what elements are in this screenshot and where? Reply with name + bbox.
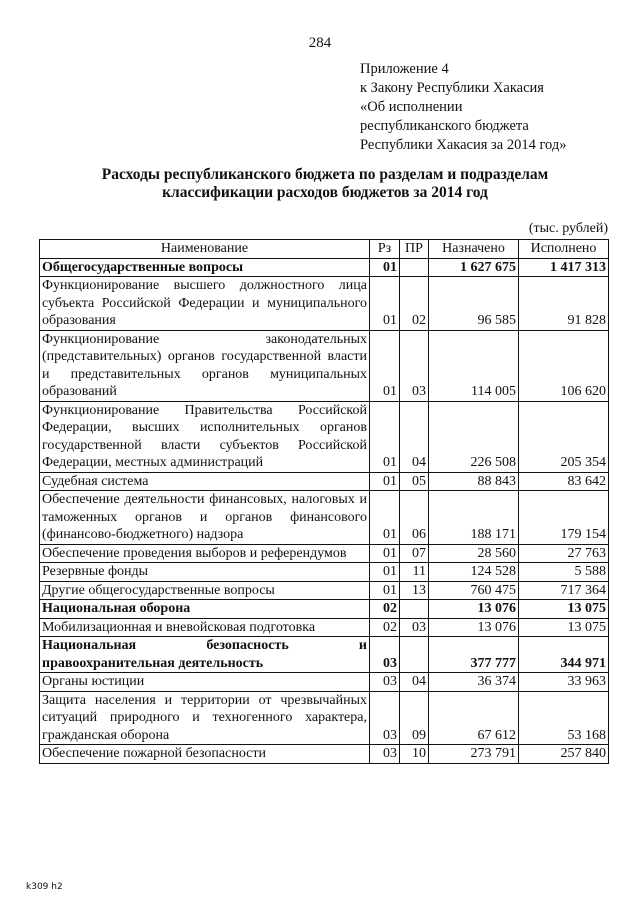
table-row (40, 472, 609, 491)
cell-name: Защита населения и территории от чрезвычайных ситуаций природного и техногенного характера, гражданская оборона (40, 691, 370, 745)
table-row (40, 563, 609, 582)
cell-assigned: 13 076 (429, 600, 519, 619)
appendix-note (360, 60, 566, 155)
cell-rz: 01 (370, 491, 400, 545)
appendix-line: Республики Хакасия за 2014 год» (360, 137, 567, 153)
cell-executed: 13 075 (519, 600, 609, 619)
cell-name: Функционирование законодательных (представительных) органов государственной власти и представительных органов муниципальных образований (40, 330, 370, 401)
cell-rz: 03 (370, 745, 400, 764)
title-line: Расходы республиканского бюджета по разделам и подразделам (101, 166, 549, 183)
header-name: Наименование (40, 240, 370, 259)
cell-name: Другие общегосударственные вопросы (40, 581, 370, 600)
document-title (40, 166, 610, 202)
cell-name: Общегосударственные вопросы (40, 258, 370, 277)
cell-pr: 10 (400, 745, 429, 764)
cell-name: Органы юстиции (40, 673, 370, 692)
cell-executed: 13 075 (519, 618, 609, 637)
cell-name: Функционирование Правительства Российской Федерации, высших исполнительных органов государственной власти субъектов Российской Федерации, местных администраций (40, 401, 370, 472)
table-body (40, 258, 609, 763)
cell-rz: 03 (370, 637, 400, 673)
cell-name: Обеспечение пожарной безопасности (40, 745, 370, 764)
table-row (40, 618, 609, 637)
header-rz: Рз (370, 240, 400, 259)
table-row (40, 581, 609, 600)
cell-name: Обеспечение проведения выборов и референдумов (40, 544, 370, 563)
cell-assigned: 67 612 (429, 691, 519, 745)
cell-assigned: 88 843 (429, 472, 519, 491)
cell-executed: 27 763 (519, 544, 609, 563)
cell-pr: 09 (400, 691, 429, 745)
table-section-row (40, 600, 609, 619)
cell-assigned: 124 528 (429, 563, 519, 582)
title-line: классификации расходов бюджетов за 2014 год (162, 184, 488, 201)
table-row (40, 277, 609, 331)
cell-executed: 717 364 (519, 581, 609, 600)
cell-rz: 01 (370, 544, 400, 563)
header-pr: ПР (400, 240, 429, 259)
cell-pr: 03 (400, 618, 429, 637)
cell-executed: 106 620 (519, 330, 609, 401)
cell-assigned: 13 076 (429, 618, 519, 637)
table-row (40, 401, 609, 472)
cell-pr (400, 258, 429, 277)
cell-name: Обеспечение деятельности финансовых, налоговых и таможенных органов и органов финансового (финансово-бюджетного) надзора (40, 491, 370, 545)
cell-rz: 01 (370, 401, 400, 472)
cell-pr: 11 (400, 563, 429, 582)
cell-rz: 02 (370, 618, 400, 637)
cell-rz: 01 (370, 581, 400, 600)
table-row (40, 330, 609, 401)
cell-rz: 01 (370, 330, 400, 401)
cell-assigned: 377 777 (429, 637, 519, 673)
cell-name: Судебная система (40, 472, 370, 491)
table-row (40, 691, 609, 745)
cell-pr: 03 (400, 330, 429, 401)
cell-name: Национальная оборона (40, 600, 370, 619)
cell-name: Резервные фонды (40, 563, 370, 582)
table-row (40, 544, 609, 563)
cell-executed: 1 417 313 (519, 258, 609, 277)
cell-executed: 53 168 (519, 691, 609, 745)
cell-executed: 257 840 (519, 745, 609, 764)
table-section-row (40, 637, 609, 673)
header-executed: Исполнено (519, 240, 609, 259)
cell-rz: 01 (370, 563, 400, 582)
footer-code: k309 h2 (26, 882, 63, 892)
page-number: 284 (308, 35, 332, 51)
units-label: (тыс. рублей) (528, 221, 608, 236)
cell-assigned: 36 374 (429, 673, 519, 692)
cell-pr: 04 (400, 673, 429, 692)
cell-executed: 179 154 (519, 491, 609, 545)
cell-pr: 06 (400, 491, 429, 545)
cell-pr: 02 (400, 277, 429, 331)
cell-pr (400, 600, 429, 619)
cell-executed: 33 963 (519, 673, 609, 692)
cell-name: Функционирование высшего должностного лица субъекта Российской Федерации и муниципального образования (40, 277, 370, 331)
cell-assigned: 226 508 (429, 401, 519, 472)
cell-rz: 01 (370, 277, 400, 331)
cell-name: Мобилизационная и вневойсковая подготовка (40, 618, 370, 637)
cell-executed: 5 588 (519, 563, 609, 582)
header-assigned: Назначено (429, 240, 519, 259)
cell-assigned: 760 475 (429, 581, 519, 600)
cell-rz: 02 (370, 600, 400, 619)
cell-executed: 91 828 (519, 277, 609, 331)
appendix-line: к Закону Республики Хакасия (360, 80, 544, 96)
table-header-row (40, 240, 609, 259)
table-row (40, 491, 609, 545)
cell-assigned: 188 171 (429, 491, 519, 545)
expenditure-table (39, 239, 609, 764)
appendix-line: «Об исполнении (360, 99, 463, 115)
appendix-line: республиканского бюджета (360, 118, 529, 134)
table-section-row (40, 258, 609, 277)
cell-pr: 07 (400, 544, 429, 563)
cell-rz: 01 (370, 472, 400, 491)
cell-assigned: 1 627 675 (429, 258, 519, 277)
cell-rz: 03 (370, 673, 400, 692)
cell-rz: 03 (370, 691, 400, 745)
cell-pr: 04 (400, 401, 429, 472)
cell-pr: 05 (400, 472, 429, 491)
cell-executed: 205 354 (519, 401, 609, 472)
cell-assigned: 114 005 (429, 330, 519, 401)
cell-assigned: 96 585 (429, 277, 519, 331)
cell-name: Национальная безопасность и правоохранительная деятельность (40, 637, 370, 673)
table-row (40, 673, 609, 692)
cell-assigned: 28 560 (429, 544, 519, 563)
cell-pr (400, 637, 429, 673)
cell-executed: 83 642 (519, 472, 609, 491)
appendix-line: Приложение 4 (360, 61, 449, 77)
cell-pr: 13 (400, 581, 429, 600)
cell-assigned: 273 791 (429, 745, 519, 764)
table-row (40, 745, 609, 764)
cell-rz: 01 (370, 258, 400, 277)
cell-executed: 344 971 (519, 637, 609, 673)
